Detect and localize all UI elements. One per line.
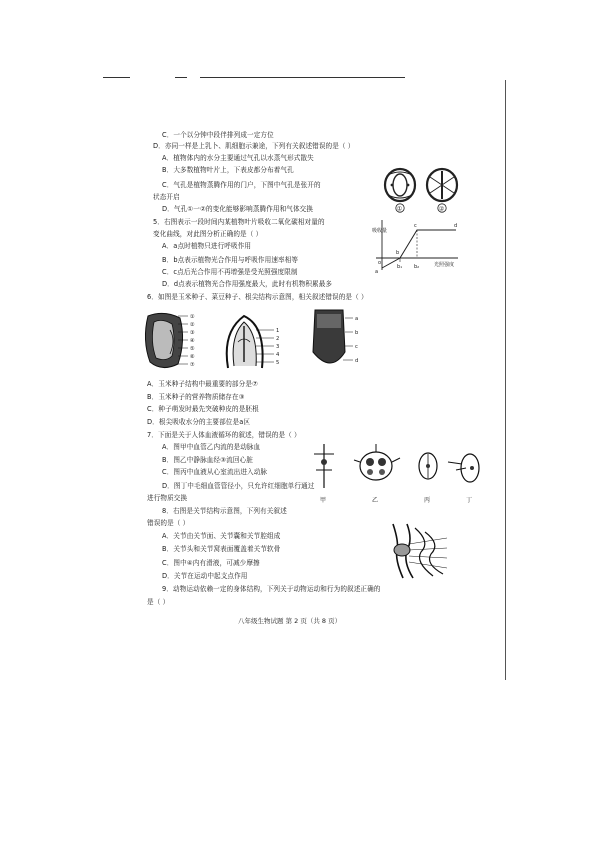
question-line: C．图中④内有滑液，可减少摩擦 [162, 559, 260, 567]
question-line: A．a点时植物只进行呼吸作用 [162, 242, 252, 250]
question-line: D．根尖吸收水分的主要部位是a区 [147, 418, 251, 426]
question-line: 是（ ） [147, 598, 170, 606]
question-line: B．玉米种子的营养物质储存在③ [147, 393, 245, 401]
figure-bing-label: 丙 [424, 497, 431, 504]
stoma-figure [380, 165, 475, 220]
figure-bing [419, 453, 437, 504]
question-line: B．关节头和关节窝表面覆盖着关节软骨 [162, 545, 281, 553]
question-line: C．一个以分钟中段伴排列成一定方位 [162, 131, 274, 139]
figure-jia [314, 444, 334, 504]
page-footer: 八年级生物试题 第 2 页（共 8 页） [238, 617, 342, 625]
seed-label: ③ [190, 330, 195, 336]
question-line: C．种子萌发时最先突破种皮的是胚根 [147, 405, 259, 413]
figure-jia-label: 甲 [320, 497, 327, 504]
question-line: B．b点表示植物光合作用与呼吸作用速率相等 [162, 256, 299, 264]
seed-label: ⑥ [190, 354, 195, 360]
header-line-right [200, 77, 405, 78]
header-line-left [103, 77, 130, 78]
bean-label: 4 [276, 352, 280, 358]
seed-label: ⑦ [190, 362, 195, 368]
corn-seed-diagram [140, 310, 202, 372]
figure-ding-label: 丁 [466, 497, 473, 504]
root-zone-label: b [355, 330, 359, 336]
co2-absorption-graph [372, 218, 462, 276]
graph-point-d: d [454, 223, 458, 229]
bean-label: 5 [276, 360, 280, 366]
root-zone-label: a [355, 316, 359, 322]
stoma-closed-diagram [427, 169, 457, 213]
question-line: C．气孔是植物蒸腾作用的门户，下图中气孔是张开的 [162, 181, 321, 189]
question-line: D．d点表示植物光合作用强度最大，此时有机物积累最多 [162, 280, 333, 288]
joint-diagram [385, 522, 455, 580]
graph-tick-b1: b₁ [397, 264, 403, 270]
root-zone-label: c [355, 344, 358, 350]
bean-label: 3 [276, 344, 280, 350]
seed-label: ② [190, 322, 195, 328]
seed-label: ① [190, 314, 195, 320]
figure-yi [354, 444, 400, 504]
figure-ding [448, 454, 479, 504]
question-line: A．关节由关节面、关节囊和关节腔组成 [162, 532, 281, 540]
question-line: 错误的是（ ） [147, 519, 190, 527]
circulation-figures [310, 440, 485, 512]
figure-yi-label: 乙 [372, 497, 379, 504]
bean-label: 2 [276, 336, 280, 342]
question-line: 9．动物运动依赖一定的身体结构，下列关于动物运动和行为的叙述正确的 [162, 585, 381, 593]
question-line: 变化曲线，对此图分析正确的是（ ） [153, 230, 263, 238]
graph-point-b: b [396, 250, 400, 256]
stoma-open-diagram [385, 169, 415, 213]
question-line: 7．下面是关于人体血液循环的叙述，错误的是（ ） [147, 431, 301, 439]
root-zone-label: d [355, 358, 359, 364]
question-line: 5．右图表示一段时间内某植物叶片吸收二氧化碳相对量的 [153, 218, 325, 226]
question-line: B．大多数植物叶片上，下表皮都分布着气孔 [162, 166, 294, 174]
question-line: C．c点后光合作用不再增强是受光照强度限制 [162, 268, 298, 276]
bean-seed-diagram [222, 312, 287, 372]
question-line: A．图甲中血管乙内流的是动脉血 [162, 443, 261, 451]
right-margin-line [505, 80, 506, 680]
bean-label: 1 [276, 328, 280, 334]
graph-point-c: c [414, 223, 417, 229]
question-line: B．图乙中静脉血经③流回心脏 [162, 456, 253, 464]
question-line: 8．右图是关节结构示意图，下列有关叙述 [162, 507, 287, 515]
question-line: C．图丙中血液从心室流出进入动脉 [162, 468, 268, 476]
question-line: D．关节在运动中起支点作用 [162, 572, 248, 580]
stoma-label-1: ① [396, 205, 403, 213]
seed-label: ④ [190, 338, 195, 344]
header-line-mid [175, 77, 187, 78]
question-line: A．玉米种子结构中最重要的部分是⑦ [147, 380, 259, 388]
question-line: D．亦同一样是上乳卜、肌细胞示兼途，下列有关叙述错误的是（ ） [153, 142, 355, 150]
question-line: 6．如图是玉米种子、菜豆种子、根尖结构示意图，相关叙述错误的是（ ） [147, 293, 368, 301]
graph-origin: o [378, 260, 382, 266]
graph-tick-b2: b₂ [414, 264, 420, 270]
question-line: 进行物质交换 [147, 494, 188, 502]
seed-label: ⑤ [190, 346, 195, 352]
question-line: D．气孔①一②的变化能够影响蒸腾作用和气体交换 [162, 205, 314, 213]
graph-xlabel: 光照强度 [434, 262, 455, 268]
question-line: D．图丁中毛细血管管径小，只允许红细胞单行通过 [162, 482, 315, 490]
stoma-label-2: ② [438, 205, 445, 213]
question-line: A．植物体内的水分主要通过气孔以水蒸气形式散失 [162, 154, 314, 162]
root-tip-diagram [305, 308, 365, 374]
graph-point-a: a [375, 269, 379, 275]
graph-ylabel: 吸收量 [372, 228, 388, 234]
question-line: 状态开启 [153, 193, 180, 201]
